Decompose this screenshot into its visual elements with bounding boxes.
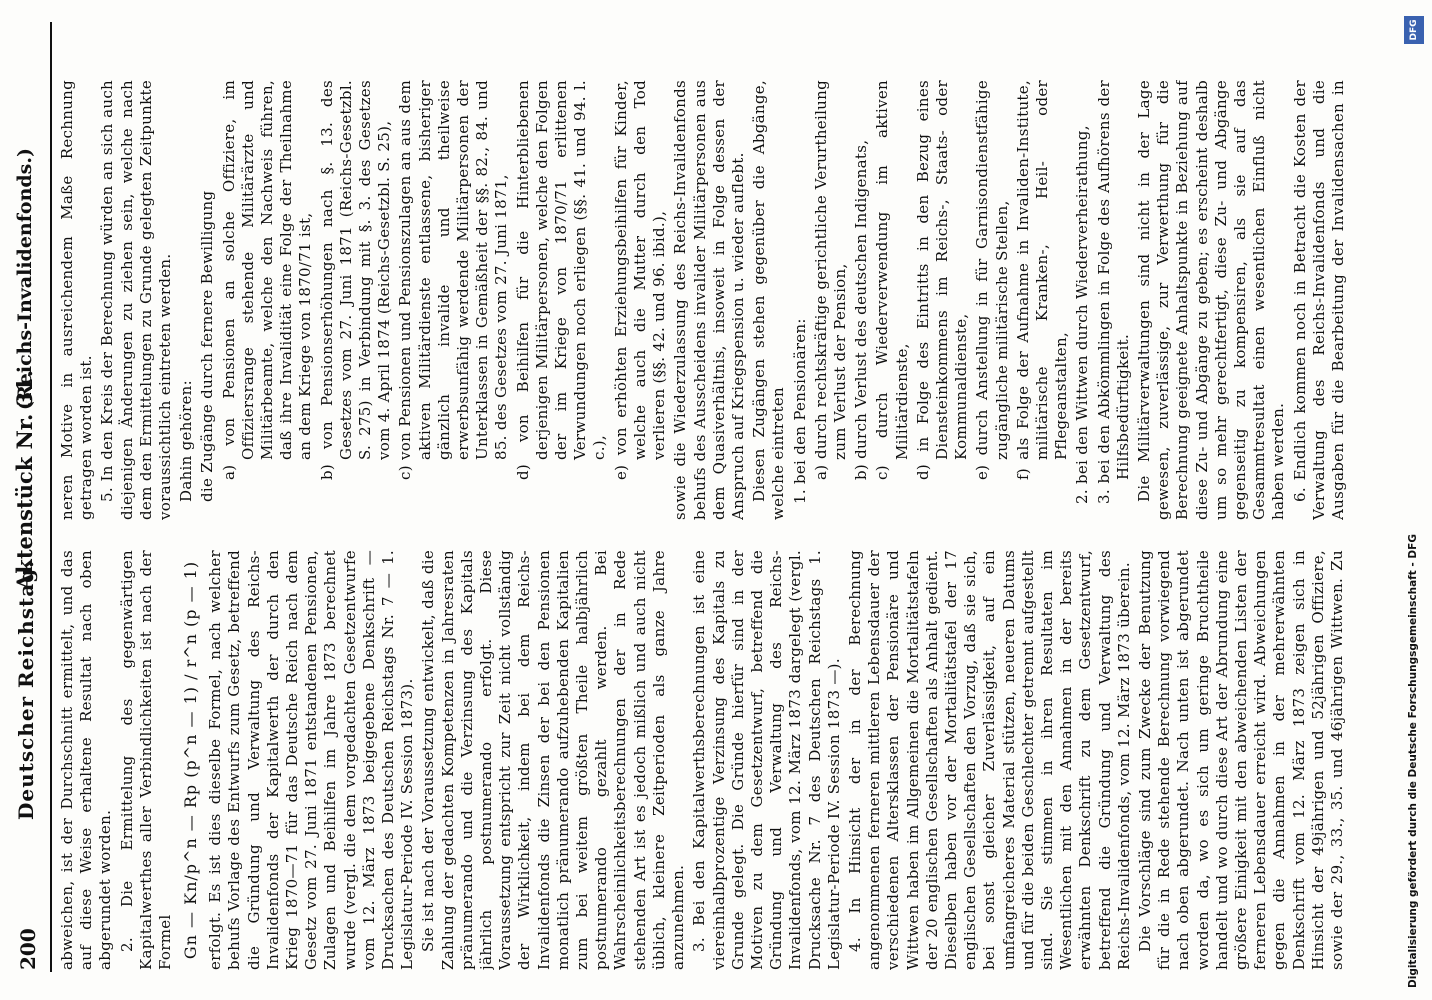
paragraph: Sie ist nach der Voraussetzung entwickelt, daß die Zahlung der gedachten Kompetenzen in Jahresraten pränumerando und die Verzinsung des Kapitals jährlich postnumerando erfolgt. Diese Voraussetzung entspricht zur Zeit nicht vollständig der Wirklichkeit, indem bei dem Reichs-Invalidenfonds die Zinsen der bei den Pensionen monatlich pränumerando aufzuhebenden Kapitalien zum bei weitem größten Theile halbjährlich postnumerando gezahlt werden. Bei Wahrscheinlichkeitsberechnungen der in Rede stehenden Art ist es jedoch mißlich und auch nicht üblich, kleinere Zeitperioden als ganze Jahre anzunehmen. bbox=[419, 550, 688, 970]
paragraph: 5. In den Kreis der Berechnung würden an sich auch diejenigen Änderungen zu ziehen sein, welche nach dem den Ermittelungen zu Grunde gelegten Zeitpunkte voraussichtlich eintreten werden. bbox=[98, 80, 175, 520]
paragraph: 3. Bei den Kapitalwerthsberechnungen ist eine viereinhalbprozentige Verzinsung des Kapitals zu Grunde gelegt. Die Gründe hierfür sind in der Motiven zu dem Gesetzentwurf, betreffend die Gründung und Verwaltung des Reichs-Invalidenfonds, vom 12. März 1873 dargelegt (vergl. Drucksache Nr. 7 des Deutschen Reichstags 1. Legislatur-Periode IV. Session 1873 —). bbox=[690, 550, 843, 970]
list-item: c) von Pensionen und Pensionszulagen an aus dem aktiven Militärdienste entlassene, bisheriger gänzlich invalide und theilweise erwerbsunfähig werdende Militärpersonen der Unterklassen in Gemäßheit der §§. 82., 84. und 85. des Gesetzes vom 27. Juni 1871, bbox=[396, 80, 511, 480]
list-item: 2. bei den Wittwen durch Wiederverheirathung, bbox=[1073, 125, 1092, 504]
list-item: e) von erhöhten Erziehungsbeihilfen für Kinder, welche auch die Mutter durch den Tod verlieren (§§. 42. und 96. ibid.), bbox=[611, 80, 669, 480]
page-number: 200 bbox=[16, 928, 40, 970]
paragraph: 6. Endlich kommen noch in Betracht die Kosten der Verwaltung des Reichs-Invalidenfonds und die Ausgaben für die Bearbeitung der Invalidensachen in bbox=[1290, 80, 1347, 520]
capital-value-formula: Gn — Kn/p^n — Rp (p^n — 1) / r^n (p — 1) bbox=[181, 560, 201, 960]
list-item: a) durch rechtskräftige gerichtliche Verurtheilung zum Verlust der Pension, bbox=[811, 80, 849, 480]
paragraph: sowie die Wiederzulassung des Reichs-Invalidenfonds behufs des Ausscheidens invalider Militärpersonen aus dem Quasiverhältnis, insoweit in Folge dessen der Anspruch auf Kriegspension u. wieder auflebt. bbox=[671, 80, 747, 520]
list-item: d) von Beihilfen für die Hinterbliebenen derjenigen Militärpersonen, welche den Folgen der im Kriege von 1870/71 erlittenen Verwundungen noch erliegen (§§. 41. und 94. l. c.), bbox=[513, 80, 609, 480]
left-column bbox=[58, 550, 1348, 970]
list-item: e) durch Anstellung in für Garnisondienstfähige zugängliche militärische Stellen, bbox=[973, 80, 1011, 480]
paragraph: 2. Die Ermittelung des gegenwärtigen Kapitalwerthes aller Verbindlichkeiten ist nach der Formel bbox=[117, 550, 175, 970]
paragraph: Dahin gehören: bbox=[177, 380, 196, 502]
paragraph: abweichen, ist der Durchschnitt ermittelt, und das auf diese Weise erhaltene Resultat nach oben abgerundet worden. bbox=[58, 550, 115, 970]
header-left-title: Deutscher Reichstag. bbox=[14, 559, 38, 820]
header-rule bbox=[50, 22, 52, 972]
digitization-sidebar bbox=[1398, 12, 1430, 988]
paragraph: die Zugänge durch fernere Bewilligung bbox=[198, 190, 217, 502]
paragraph: Diesen Zugängen stehen gegenüber die Abgänge, welche eintreten bbox=[750, 80, 788, 520]
paragraph: Die Vorschläge sind zum Zwecke der Benutzung für die in Rede stehende Berechnung vorwiegend nach oben abgerundet. Nach unten ist abgerundet worden da, wo es sich um geringe Bruchtheile handelt und wo durch diese Art der Abrundung eine größere Einigkeit mit den abweichenden Listen der ferneren Lebensdauer erreicht wird. Abweichungen gegen die Annahmen in der mehrerwähnten Denkschrift vom 12. März 1873 zeigen sich in Hinsicht der 49jährigen und 52jährigen Offiziere, sowie der 29., 33., 35. und 46jährigen Wittwen. Zu bbox=[1135, 550, 1346, 970]
list-item: f) als Folge der Aufnahme in Invaliden-Institute, militärische Kranken-, Heil- oder Pflegeanstalten, bbox=[1013, 80, 1071, 480]
list-item: c) durch Wiederverwendung im aktiven Militärdienste, bbox=[873, 80, 911, 480]
header-right-title: (Reichs-Invalidenfonds.) bbox=[14, 148, 36, 410]
paragraph: erfolgt. Es ist dies dieselbe Formel, nach welcher behufs Vorlage des Entwurfs zum Gesetz, betreffend die Gründung und Verwaltung des Reichs-Invalidenfonds der Kapitalwerth der durch den Krieg 1870—71 für das Deutsche Reich nach dem Gesetz vom 27. Juni 1871 entstandenen Pensionen, Zulagen und Beihilfen im Jahre 1873 berechnet wurde (vergl. die dem vorgedachten Gesetzentwurfe vom 12. März 1873 beigegebene Denkschrift — Drucksachen des Deutschen Reichstags Nr. 7 — 1. Legislatur-Periode IV. Session 1873). bbox=[206, 550, 417, 970]
list-item: 3. bei den Abkömmlingen in Folge des Aufhörens der Hilfsbedürftigkeit. bbox=[1094, 80, 1132, 504]
digitization-note: Digitalisierung gefördert durch die Deutsche Forschungsgemeinschaft - DFG bbox=[1407, 534, 1419, 988]
list-item: b) durch Verlust des deutschen Indigenats, bbox=[852, 139, 871, 480]
paragraph: Die Militärverwaltungen sind nicht in der Lage gewesen, zuverlässige, zur Verwerthung für die Berechnung geeignete Anhaltspunkte in Beziehung auf diese Zu- und Abgänge zu geben; es erscheint deshalb um so mehr gerechtfertigt, diese Zu- und Abgänge gegenseitig zu kompensiren, als sie auf das Gesammtresultat einen wesentlichen Einfluß nicht haben werden. bbox=[1134, 80, 1288, 520]
dfg-logo: DFG bbox=[1404, 16, 1424, 44]
header-center-title: Aktenstück Nr. 31. bbox=[12, 369, 37, 590]
list-item: a) von Pensionen an solche Offiziere, im Offiziersrange stehende Militärärzte und Militärbeamte, welche den Nachweis führen, daß ihre Invalidität eine Folge der Theilnahme an dem Kriege von 1870/71 ist, bbox=[219, 80, 315, 480]
paragraph: neren Motive in ausreichendem Maße Rechnung getragen worden ist. bbox=[58, 80, 96, 520]
right-column bbox=[58, 80, 1348, 520]
list-item: d) in Folge des Eintritts in den Bezug eines Diensteinkommens im Reichs-, Staats- oder Kommunaldienste, bbox=[913, 80, 971, 480]
paragraph: 4. In Hinsicht der in der Berechnung angenommenen ferneren mittleren Lebensdauer der verschiedenen Altersklassen der Pensionäre und Wittwen haben im Allgemeinen die Mortalitätstafeln der 20 englischen Gesellschaften als Anhalt gedient. Dieselben haben vor der Mortalitätstafel der 17 englischen Gesellschaften den Vorzug, daß sie sich, bei sonst gleicher Zuverlässigkeit, auf ein umfangreicheres Material stützen, neueren Datums und für die beiden Geschlechter getrennt aufgestellt sind. Sie stimmen in ihren Resultaten im Wesentlichen mit den Annahmen in der bereits erwähnten Denkschrift zu dem Gesetzentwurf, betreffend die Gründung und Verwaltung des Reichs-Invalidenfonds, vom 12. März 1873 überein. bbox=[845, 550, 1133, 970]
page-header bbox=[6, 30, 46, 970]
list-item: b) von Pensionserhöhungen nach §. 13. des Gesetzes vom 27. Juni 1871 (Reichs-Gesetzbl. S. 275) in Verbindung mit §. 3. des Gesetzes vom 4. April 1874 (Reichs-Gesetzbl. S. 25), bbox=[317, 80, 394, 480]
list-item: 1. bei den Pensionären: bbox=[790, 318, 809, 504]
